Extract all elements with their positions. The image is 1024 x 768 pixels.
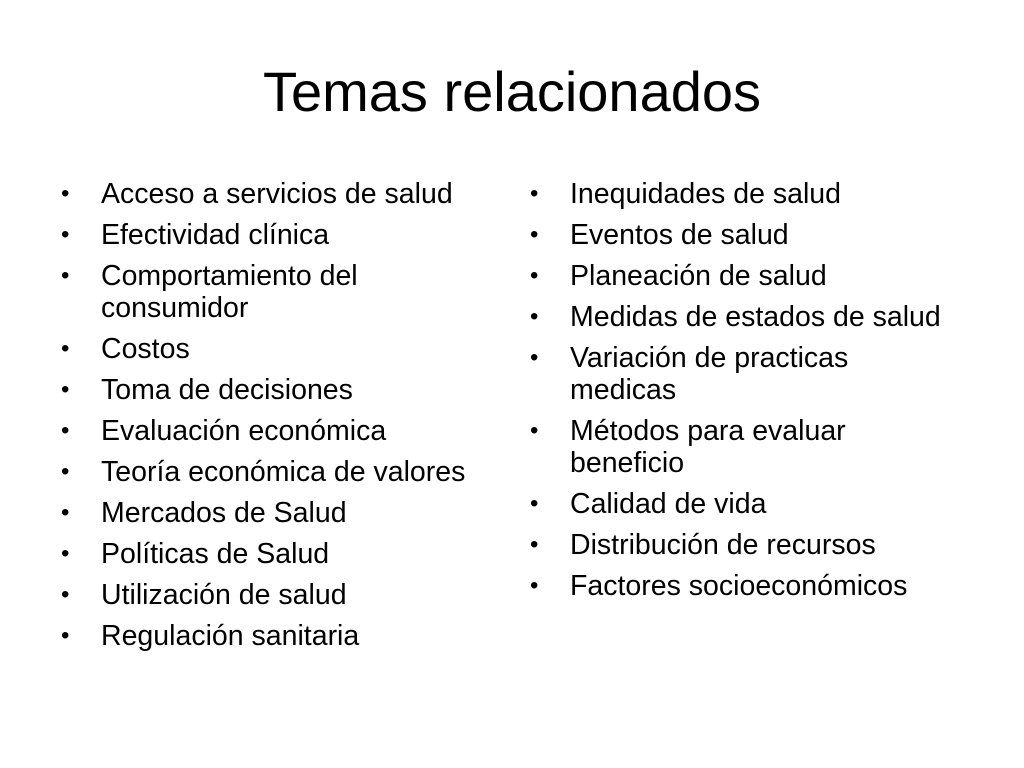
list-item [530, 219, 960, 251]
list-item-label: Calidad de vida [570, 488, 767, 520]
bullet-icon: • [61, 458, 70, 485]
list-item-label: Acceso a servicios de salud [101, 178, 453, 210]
list-item-label: Inequidades de salud [570, 178, 841, 210]
list-item-label: Distribución de recursos [570, 529, 876, 561]
list-item [530, 260, 960, 292]
list-item [61, 415, 511, 447]
list-item-label: Políticas de Salud [101, 538, 330, 570]
list-item [61, 219, 511, 251]
bullet-icon: • [530, 221, 539, 248]
list-item [61, 579, 511, 611]
list-item [530, 529, 960, 561]
bullet-icon: • [61, 417, 70, 444]
list-item-label: Planeación de salud [570, 260, 827, 292]
bullet-icon: • [530, 490, 539, 517]
list-item-label: Variación de practicas medicas [570, 342, 849, 406]
bullet-icon: • [61, 262, 70, 289]
list-item [61, 456, 511, 488]
bullet-icon: • [61, 622, 70, 649]
list-item [61, 333, 511, 365]
list-item-label: Métodos para evaluar beneficio [570, 415, 846, 479]
list-item-label: Regulación sanitaria [101, 620, 360, 652]
bullet-icon: • [530, 262, 539, 289]
list-item [530, 342, 960, 406]
bullet-icon: • [61, 540, 70, 567]
list-item [530, 301, 960, 333]
bullet-icon: • [530, 417, 539, 444]
list-item-label: Evaluación económica [101, 415, 387, 447]
list-item [61, 178, 511, 210]
list-item [61, 620, 511, 652]
left-bullet-list [61, 178, 511, 661]
bullet-icon: • [61, 581, 70, 608]
list-item [530, 570, 960, 602]
list-item-label: Mercados de Salud [101, 497, 347, 529]
bullet-icon: • [530, 303, 539, 330]
list-item [61, 497, 511, 529]
list-item [61, 374, 511, 406]
list-item-label: Costos [101, 333, 190, 365]
list-item [61, 538, 511, 570]
right-bullet-list [530, 178, 960, 611]
list-item-label: Factores socioeconómicos [570, 570, 908, 602]
list-item-label: Teoría económica de valores [101, 456, 466, 488]
bullet-icon: • [530, 180, 539, 207]
list-item-label: Eventos de salud [570, 219, 789, 251]
list-item [530, 178, 960, 210]
list-item-label: Medidas de estados de salud [570, 301, 941, 333]
bullet-icon: • [530, 531, 539, 558]
list-item-label: Comportamiento del consumidor [101, 260, 358, 324]
list-item-label: Utilización de salud [101, 579, 347, 611]
bullet-icon: • [61, 221, 70, 248]
bullet-icon: • [61, 180, 70, 207]
list-item [530, 488, 960, 520]
bullet-icon: • [61, 376, 70, 403]
list-item-label: Toma de decisiones [101, 374, 353, 406]
list-item [530, 415, 960, 479]
bullet-icon: • [61, 335, 70, 362]
bullet-icon: • [530, 344, 539, 371]
list-item [61, 260, 511, 324]
bullet-icon: • [530, 572, 539, 599]
bullet-icon: • [61, 499, 70, 526]
list-item-label: Efectividad clínica [101, 219, 330, 251]
slide-title: Temas relacionados [262, 60, 762, 123]
